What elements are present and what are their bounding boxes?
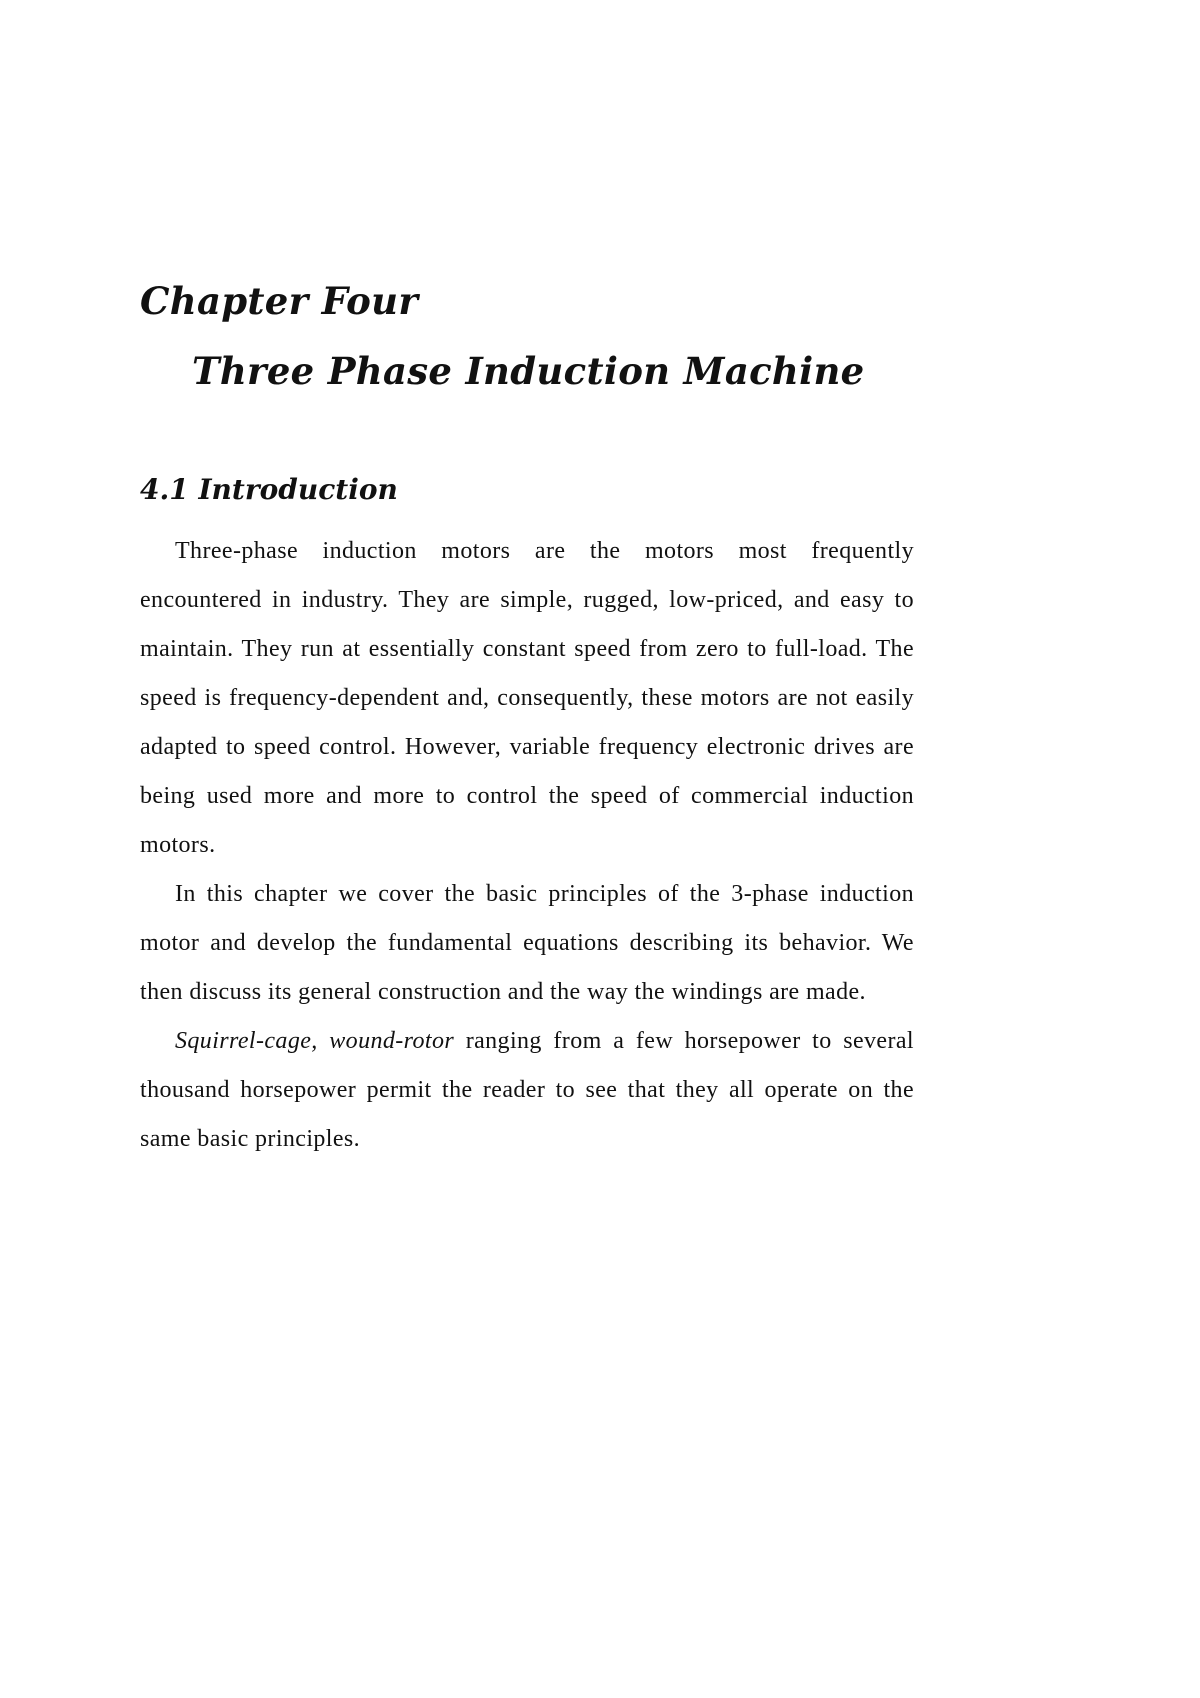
paragraph-3 [140,1017,914,1164]
paragraph-3-italic-lead: Squirrel-cage, wound-rotor [175,1028,455,1054]
chapter-label: Chapter Four [140,279,419,323]
body-text [140,527,914,1164]
paragraph-2: In this chapter we cover the basic principles of the 3-phase induction motor and develop the fundamental equations describing its behavior. We then discuss its general construction and the way the windings are made. [140,881,914,1005]
paragraph-3-text: ranging from a few horsepower to several thousand horsepower permit the reader to see that they all operate on the same basic principles. [140,1028,914,1152]
chapter-title: Three Phase Induction Machine [192,349,865,393]
paragraph-1: Three-phase induction motors are the motors most frequently encountered in industry. They are simple, rugged, low-priced, and easy to maintain. They run at essentially constant speed from zero to full-load. The speed is frequency-dependent and, consequently, these motors are not easily adapted to speed control. However, variable frequency electronic drives are being used more and more to control the speed of commercial induction motors. [140,538,914,858]
section-heading: 4.1 Introduction [140,473,398,506]
